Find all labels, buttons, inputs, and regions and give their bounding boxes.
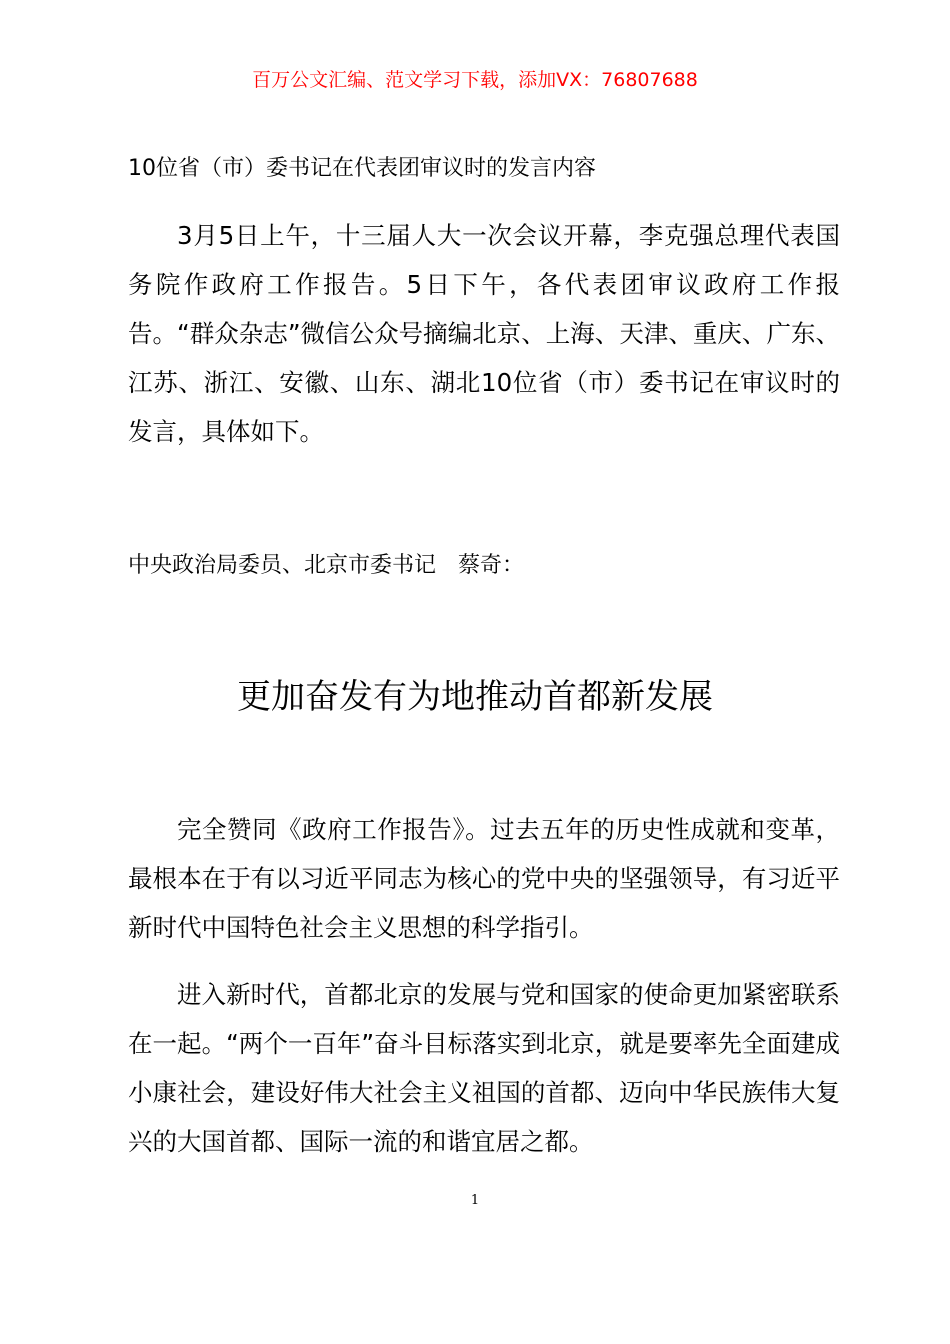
intro-paragraph: 3月5日上午，十三届人大一次会议开幕，李克强总理代表国务院作政府工作报告。5日下午，各代表团审议政府工作报告。“群众杂志”微信公众号摘编北京、上海、天津、重庆、广东、江苏、浙江、安徽、山东、湖北10位省（市）委书记在审议时的发言，具体如下。 [128,221,840,446]
document-title: 10位省（市）委书记在代表团审议时的发言内容 [128,156,596,181]
page-number: 1 [470,1193,480,1208]
header-promo-note: 百万公文汇编、范文学习下载，添加VX：76807688 [252,69,698,91]
speaker-line: 中央政治局委员、北京市委书记 蔡奇： [128,553,525,578]
body-paragraph-2: 进入新时代，首都北京的发展与党和国家的使命更加紧密联系在一起。“两个一百年”奋斗目标落实到北京，就是要率先全面建成小康社会，建设好伟大社会主义祖国的首都、迈向中华民族伟大复兴的大国首都、国际一流的和谐宜居之都。 [128,980,840,1156]
body-paragraph-1: 完全赞同《政府工作报告》。过去五年的历史性成就和变革，最根本在于有以习近平同志为核心的党中央的坚强领导，有习近平新时代中国特色社会主义思想的科学指引。 [128,815,840,942]
speech-title: 更加奋发有为地推动首都新发展 [237,677,713,717]
